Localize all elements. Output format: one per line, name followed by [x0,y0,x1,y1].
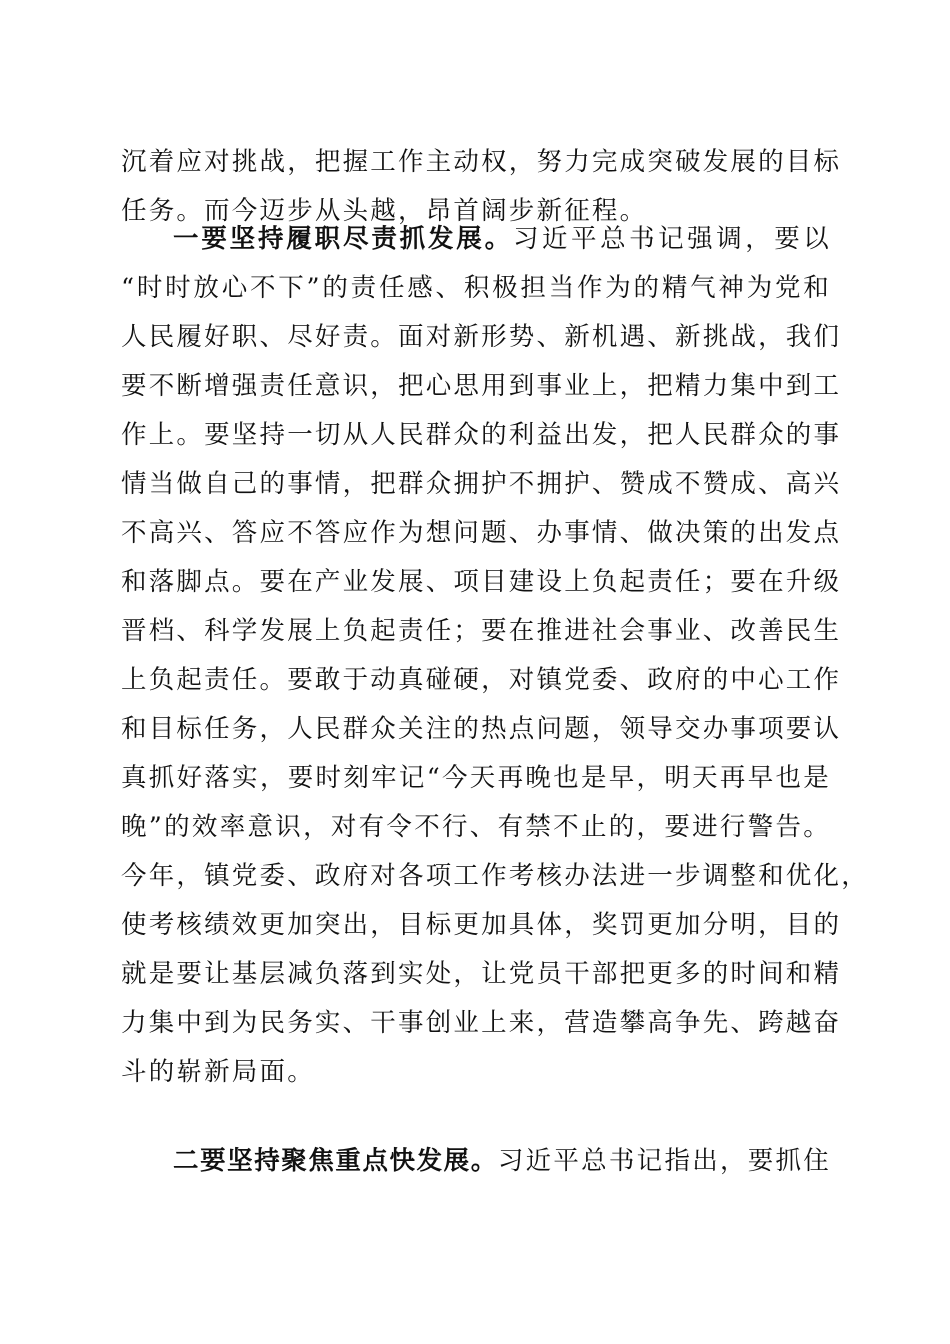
section-1-line: 人民履好职、尽好责。面对新形势、新机遇、新挑战，我们 [121,322,842,352]
intro-line-2: 任务。而今迈步从头越，昂首阔步新征程。 [121,196,648,226]
section-1-line-last: 斗的崭新局面。 [121,1057,315,1087]
section-2-heading: 二要坚持聚焦重点快发展。 [173,1146,498,1176]
section-2-first-line [121,1137,831,1186]
section-1-line: 力集中到为民务实、干事创业上来，营造攀高争先、跨越奋 [121,1008,842,1038]
section-1-line: 和落脚点。要在产业发展、项目建设上负起责任；要在升级 [121,567,842,597]
section-1-line: 今年，镇党委、政府对各项工作考核办法进一步调整和优化， [121,861,869,891]
section-1-line: 就是要让基层减负落到实处，让党员干部把更多的时间和精 [121,959,842,989]
section-1-line: 上负起责任。要敢于动真碰硬，对镇党委、政府的中心工作 [121,665,842,695]
section-1-line: 晋档、科学发展上负起责任；要在推进社会事业、改善民生 [121,616,842,646]
section-1-line: 使考核绩效更加突出，目标更加具体，奖罚更加分明，目的 [121,910,842,940]
section-1-line: 晚”的效率意识，对有令不行、有禁不止的，要进行警告。 [121,812,831,842]
section-1-line: 作上。要坚持一切从人民群众的利益出发，把人民群众的事 [121,420,842,450]
section-1-first-line-text: 习近平总书记强调，要以 [512,224,831,254]
section-1-heading: 一要坚持履职尽责抓发展。 [173,224,513,254]
section-1-line: “时时放心不下”的责任感、积极担当作为的精气神为党和 [121,273,831,303]
section-1-line: 要不断增强责任意识，把心思用到事业上，把精力集中到工 [121,371,842,401]
section-1-paragraph [121,215,869,1097]
section-1-line: 情当做自己的事情，把群众拥护不拥护、赞成不赞成、高兴 [121,469,842,499]
section-1-first-line [121,215,831,264]
section-1-line: 和目标任务，人民群众关注的热点问题，领导交办事项要认 [121,714,842,744]
section-2-paragraph [121,1137,831,1186]
section-2-first-line-text: 习近平总书记指出，要抓住 [497,1146,831,1176]
section-1-line: 不高兴、答应不答应作为想问题、办事情、做决策的出发点 [121,518,842,548]
section-1-line: 真抓好落实，要时刻牢记“今天再晚也是早，明天再早也是 [121,763,831,793]
intro-line-1: 沉着应对挑战，把握工作主动权，努力完成突破发展的目标 [121,147,842,177]
